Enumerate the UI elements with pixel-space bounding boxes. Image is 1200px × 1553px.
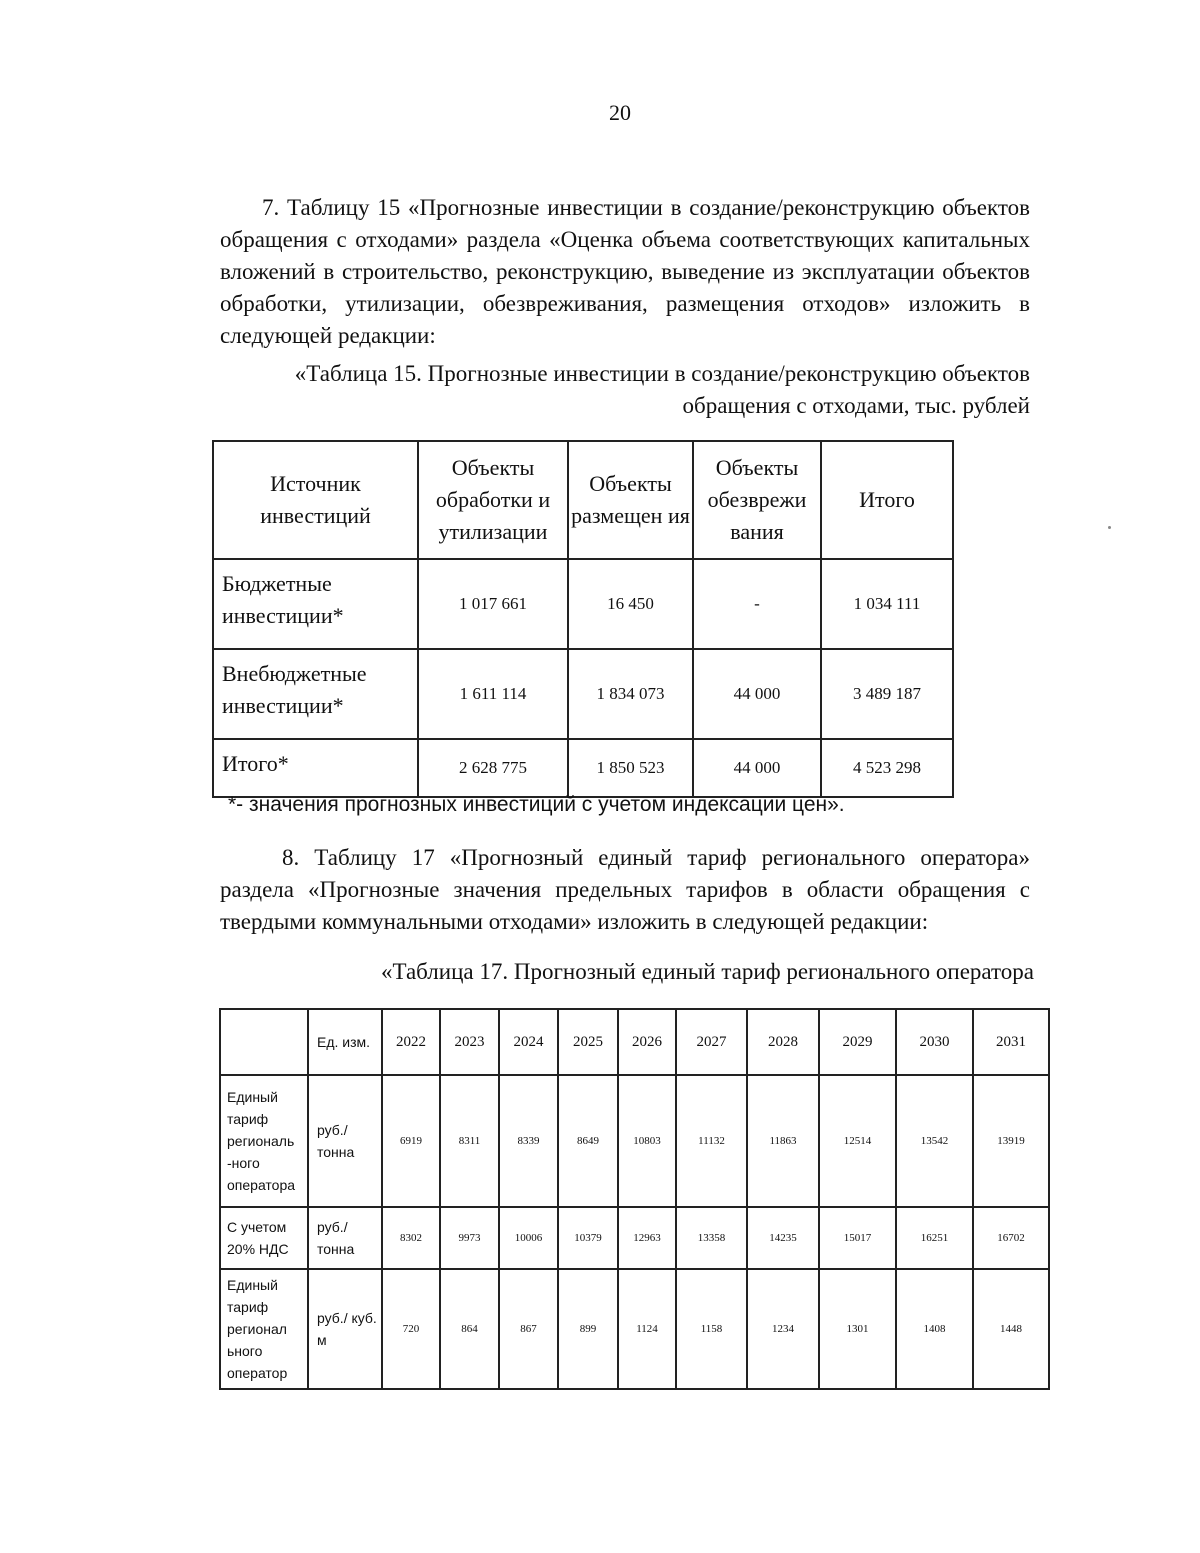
table-cell: 899 [558,1269,618,1389]
table-cell: 12963 [618,1207,676,1269]
table-cell: 1 850 523 [568,739,693,797]
table17-header [220,1009,308,1075]
table-cell: 1124 [618,1269,676,1389]
table17-header: 2027 [676,1009,747,1075]
table17-header-row [220,1009,1049,1075]
row-label: Внебюджетные инвестиции* [213,649,418,739]
paragraph-8-text: 8. Таблицу 17 «Прогнозный единый тариф регионального оператора» раздела «Прогнозные значения предельных тарифов в области обращения с твердыми коммунальными отходами» изложить в следующей редакции: [220,845,1030,934]
table-cell: 14235 [747,1207,819,1269]
table-15 [212,440,954,798]
table-cell: 1158 [676,1269,747,1389]
table17-header: Ед. изм. [308,1009,382,1075]
row-label: Единый тариф регионал ьного оператор [220,1269,308,1389]
table-row [213,649,953,739]
table-cell: 1 034 111 [821,559,953,649]
table17-caption: «Таблица 17. Прогнозный единый тариф регионального оператора [380,959,1034,984]
table-cell: 2 628 775 [418,739,568,797]
paragraph-8 [220,842,1030,938]
table17-header: 2022 [382,1009,440,1075]
table-cell: 10006 [499,1207,558,1269]
unit-cell: руб./ тонна [308,1075,382,1207]
table-cell: 16251 [896,1207,973,1269]
table-cell: 864 [440,1269,499,1389]
table-cell: 13919 [973,1075,1049,1207]
paragraph-7 [220,192,1030,352]
table15-caption-line1: «Таблица 15. Прогнозные инвестиции в создание/реконструкцию объектов [294,361,1030,386]
table-row [220,1207,1049,1269]
table17-header: 2029 [819,1009,896,1075]
table15-header: Объекты размещен ия [568,441,693,559]
table-cell: 9973 [440,1207,499,1269]
table-row [213,739,953,797]
table-cell: 13542 [896,1075,973,1207]
table-row [220,1075,1049,1207]
table17-header: 2023 [440,1009,499,1075]
table-cell: 3 489 187 [821,649,953,739]
table17-header: 2030 [896,1009,973,1075]
table-cell: 720 [382,1269,440,1389]
page-number: 20 [609,100,631,125]
table-cell: 1301 [819,1269,896,1389]
table-cell: 1448 [973,1269,1049,1389]
table-cell: 1 611 114 [418,649,568,739]
table-cell: 867 [499,1269,558,1389]
table-cell: 12514 [819,1075,896,1207]
table17-header: 2024 [499,1009,558,1075]
table-cell: 6919 [382,1075,440,1207]
paragraph-7-text: 7. Таблицу 15 «Прогнозные инвестиции в создание/реконструкцию объектов обращения с отходами» раздела «Оценка объема соответствующих капитальных вложений в строительство, реконструкцию, выведение из эксплуатации объектов обработки, утилизации, обезвреживания, размещения отходов» изложить в следующей редакции: [220,195,1030,348]
table15-header: Источник инвестиций [213,441,418,559]
scan-speck [1108,526,1111,529]
table17-header: 2031 [973,1009,1049,1075]
unit-cell: руб./ куб. м [308,1269,382,1389]
table-cell: 16 450 [568,559,693,649]
table15-header-row [213,441,953,559]
table-cell: 4 523 298 [821,739,953,797]
table-row [220,1269,1049,1389]
table-cell: - [693,559,821,649]
table-cell: 8302 [382,1207,440,1269]
table-cell: 8339 [499,1075,558,1207]
table15-header: Объекты обработки и утилизации [418,441,568,559]
table17-header: 2028 [747,1009,819,1075]
table-row [213,559,953,649]
row-label: Итого* [213,739,418,797]
table-cell: 1234 [747,1269,819,1389]
table-cell: 1 834 073 [568,649,693,739]
table-cell: 44 000 [693,739,821,797]
row-label: Единый тариф региональ -ного оператора [220,1075,308,1207]
table15-header: Объекты обезврежи вания [693,441,821,559]
row-label: С учетом 20% НДС [220,1207,308,1269]
table-cell: 44 000 [693,649,821,739]
unit-cell: руб./ тонна [308,1207,382,1269]
table17-header: 2025 [558,1009,618,1075]
table-cell: 11132 [676,1075,747,1207]
table15-footnote: *- значения прогнозных инвестиций с учетом индексации цен». [228,793,845,816]
table-cell: 8649 [558,1075,618,1207]
table-cell: 10803 [618,1075,676,1207]
table-cell: 11863 [747,1075,819,1207]
table-cell: 8311 [440,1075,499,1207]
table15-caption [220,358,1030,422]
table-cell: 13358 [676,1207,747,1269]
table15-caption-line2: обращения с отходами, тыс. рублей [682,393,1030,418]
table-cell: 15017 [819,1207,896,1269]
row-label: Бюджетные инвестиции* [213,559,418,649]
table-cell: 16702 [973,1207,1049,1269]
table-17 [219,1008,1050,1390]
table-cell: 10379 [558,1207,618,1269]
table17-header: 2026 [618,1009,676,1075]
table-cell: 1408 [896,1269,973,1389]
table-cell: 1 017 661 [418,559,568,649]
table15-header: Итого [821,441,953,559]
